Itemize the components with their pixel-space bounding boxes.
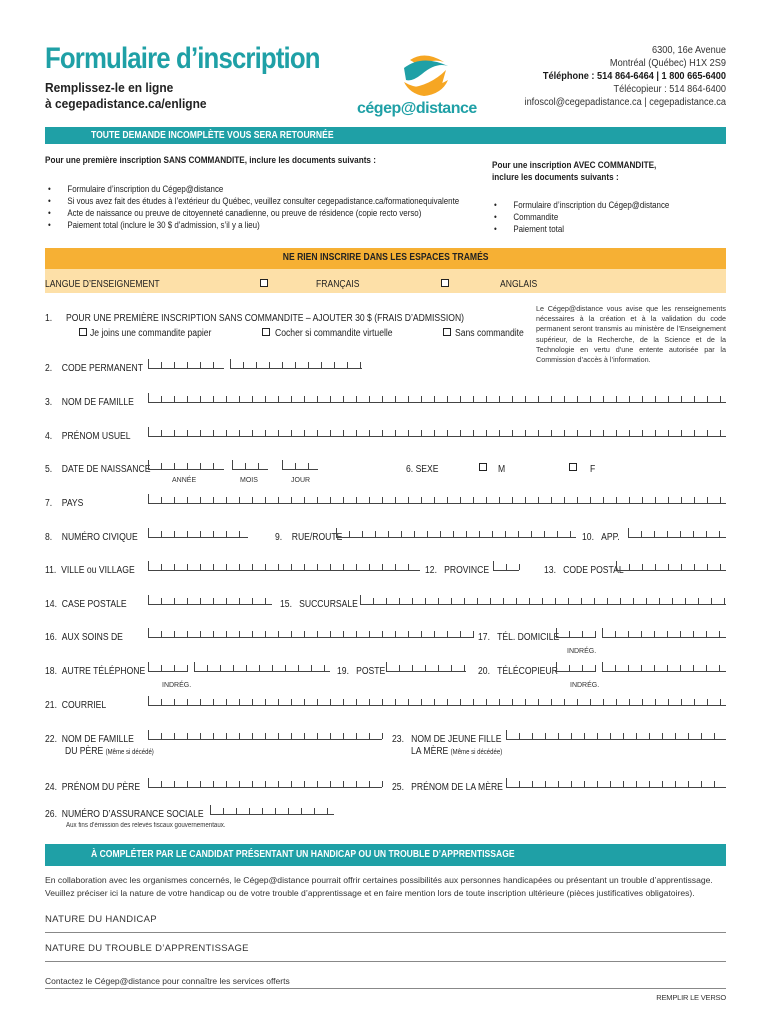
field-7-label: 7. PAYS — [45, 498, 84, 509]
field-6-label: 6. SEXE — [406, 464, 439, 475]
fax-num-field[interactable] — [602, 662, 726, 672]
autre-ind-field[interactable] — [148, 662, 188, 672]
tel-ind-field[interactable] — [556, 628, 596, 638]
band-handicap: À COMPLÉTER PAR LE CANDIDAT PRÉSENTANT UN HANDICAP OU UN TROUBLE D’APPRENTISSAGE — [45, 844, 726, 866]
field-11-label: 11. VILLE ou VILLAGE — [45, 565, 135, 576]
first-registration-item: • Paiement total (inclure le 30 $ d’admission, s’il y a lieu) — [48, 219, 459, 231]
tel-num-field[interactable] — [602, 628, 726, 638]
form-title: Formulaire d’inscription — [45, 42, 320, 75]
field-24-label: 24. PRÉNOM DU PÈRE — [45, 782, 141, 793]
fax-ind-field[interactable] — [556, 662, 596, 672]
services-line — [45, 988, 726, 989]
indreg-caption-17: INDRÉG. — [567, 648, 597, 655]
ville-field[interactable] — [148, 561, 420, 571]
paper-sponsor-label: Je joins une commandite papier — [90, 328, 212, 339]
privacy-notice: Le Cégep@distance vous avise que les renseignements nécessaires à la création et à la validation du code permanent seront transmis au ministère de l’Enseignement supérieur, de la Recherche, de la Science et de la Technologie en vertu d’une entente autorisée par la Commission d’accès à l’information. — [536, 304, 726, 365]
app-field[interactable] — [628, 528, 726, 538]
q1-label: POUR UNE PREMIÈRE INSCRIPTION SANS COMMANDITE – AJOUTER 30 $ (FRAIS D’ADMISSION) — [66, 313, 465, 324]
birth-day-field[interactable] — [282, 460, 318, 470]
field-23-label: 23. NOM DE JEUNE FILLE — [392, 734, 502, 745]
prenom-usuel-field[interactable] — [148, 427, 726, 437]
sponsored-item: • Commandite — [494, 211, 669, 223]
code-permanent-b-field[interactable] — [230, 359, 362, 369]
prenom-mere-field[interactable] — [506, 778, 726, 788]
nas-field[interactable] — [210, 805, 334, 815]
address-line-1: 6300, 16e Avenue — [651, 45, 726, 56]
field-8-label: 8. NUMÉRO CIVIQUE — [45, 532, 138, 543]
field-17-label: 17. TÉL. DOMICILE — [478, 632, 560, 643]
numero-civique-field[interactable] — [148, 528, 248, 538]
autre-num-field[interactable] — [194, 662, 330, 672]
address-line-2: Montréal (Québec) H1X 2S9 — [609, 58, 726, 69]
poste-field[interactable] — [386, 662, 466, 672]
nom-mere-field[interactable] — [506, 730, 726, 740]
band-shaded: NE RIEN INSCRIRE DANS LES ESPACES TRAMÉS — [45, 248, 726, 269]
year-caption: ANNÉE — [172, 477, 197, 484]
nature-trouble-label: NATURE DU TROUBLE D’APPRENTISSAGE — [45, 943, 249, 954]
nature-handicap-label: NATURE DU HANDICAP — [45, 914, 157, 925]
contact-services: Contactez le Cégep@distance pour connaître les services offerts — [45, 976, 290, 986]
nom-famille-field[interactable] — [148, 393, 726, 403]
field-22-label: 22. NOM DE FAMILLE — [45, 734, 134, 745]
code-postal-field[interactable] — [616, 561, 726, 571]
no-sponsor-checkbox[interactable] — [443, 328, 451, 336]
field-15-label: 15. SUCCURSALE — [280, 599, 358, 610]
first-registration-item: • Formulaire d’inscription du Cégep@distance — [48, 183, 459, 195]
first-registration-item: • Si vous avez fait des études à l’extérieur du Québec, veuillez consulter cegepadistance.ca/formationequivalente — [48, 195, 459, 207]
no-sponsor-label: Sans commandite — [455, 328, 524, 339]
sponsored-item: • Formulaire d’inscription du Cégep@distance — [494, 199, 669, 211]
sex-m-label: M — [498, 464, 506, 475]
first-registration-heading: Pour une première inscription SANS COMMANDITE, inclure les documents suivants : — [45, 155, 376, 166]
sex-m-checkbox[interactable] — [479, 463, 487, 471]
field-3-label: 3. NOM DE FAMILLE — [45, 397, 134, 408]
logo-text: cégep@distance — [357, 100, 477, 117]
field-25-label: 25. PRÉNOM DE LA MÈRE — [392, 782, 503, 793]
nature-trouble-line[interactable] — [45, 961, 726, 962]
field-10-label: 10. APP. — [582, 532, 620, 543]
fax: Télécopieur : 514 864-6400 — [613, 84, 726, 95]
aux-soins-field[interactable] — [148, 628, 474, 638]
field-23-label-2: LA MÈRE (Même si décédée) — [411, 746, 503, 757]
sponsored-item: • Paiement total — [494, 223, 669, 235]
field-18-label: 18. AUTRE TÉLÉPHONE — [45, 666, 146, 677]
field-21-label: 21. COURRIEL — [45, 700, 107, 711]
sex-f-label: F — [590, 464, 596, 475]
sponsored-list — [494, 199, 693, 235]
field-19-label: 19. POSTE — [337, 666, 386, 677]
subtitle-line-1: Remplissez-le en ligne — [45, 80, 174, 95]
virtual-sponsor-checkbox[interactable] — [262, 328, 270, 336]
indreg-caption-20: INDRÉG. — [570, 682, 600, 689]
field-26-note: Aux fins d’émission des relevés fiscaux gouvernementaux. — [66, 822, 226, 829]
footer-verso: REMPLIR LE VERSO — [656, 993, 726, 1002]
band-incomplete: TOUTE DEMANDE INCOMPLÈTE VOUS SERA RETOURNÉE — [45, 127, 726, 144]
nature-handicap-line[interactable] — [45, 932, 726, 933]
sponsored-heading: Pour une inscription AVEC COMMANDITE, inclure les documents suivants : — [492, 160, 657, 183]
french-checkbox[interactable] — [260, 279, 268, 287]
birth-year-field[interactable] — [148, 460, 224, 470]
first-registration-item: • Acte de naissance ou preuve de citoyenneté canadienne, ou preuve de résidence (copie recto verso) — [48, 207, 459, 219]
field-9-label: 9. RUE/ROUTE — [275, 532, 343, 543]
form-subtitle — [45, 80, 207, 112]
virtual-sponsor-label: Cocher si commandite virtuelle — [275, 328, 393, 339]
english-checkbox[interactable] — [441, 279, 449, 287]
rue-field[interactable] — [336, 528, 576, 538]
address-block — [525, 44, 726, 109]
pays-field[interactable] — [148, 494, 726, 504]
field-5-label: 5. DATE DE NAISSANCE — [45, 464, 151, 475]
province-field[interactable] — [493, 561, 519, 571]
day-caption: JOUR — [291, 477, 311, 484]
subtitle-line-2: à cegepadistance.ca/enligne — [45, 96, 207, 111]
field-16-label: 16. AUX SOINS DE — [45, 632, 123, 643]
handicap-paragraph: En collaboration avec les organismes concernés, le Cégep@distance pourrait offrir certaines possibilités aux personnes handicapées ou présentant un trouble d’apprentissage. Veuillez préciser ici la nature de votre handicap ou de votre trouble d’apprentissage et en faire mention lors de toute inscription ultérieure (pièces justificatives obligatoires). — [45, 875, 713, 898]
month-caption: MOIS — [240, 477, 258, 484]
contact: infoscol@cegepadistance.ca | cegepadistance.ca — [524, 97, 726, 108]
case-postale-field[interactable] — [148, 595, 272, 605]
birth-month-field[interactable] — [232, 460, 268, 470]
nom-pere-field[interactable] — [148, 730, 382, 740]
first-registration-list — [48, 183, 515, 231]
field-14-label: 14. CASE POSTALE — [45, 599, 127, 610]
field-20-label: 20. TÉLÉCOPIEUR — [478, 666, 558, 677]
indreg-caption-18: INDRÉG. — [162, 682, 192, 689]
field-26-label: 26. NUMÉRO D’ASSURANCE SOCIALE — [45, 809, 204, 820]
succursale-field[interactable] — [360, 595, 726, 605]
code-permanent-a-field[interactable] — [148, 359, 224, 369]
field-12-label: 12. PROVINCE — [425, 565, 490, 576]
sex-f-checkbox[interactable] — [569, 463, 577, 471]
field-22-label-2: DU PÈRE (Même si décédé) — [65, 746, 154, 757]
q1-number: 1. — [45, 313, 53, 324]
paper-sponsor-checkbox[interactable] — [79, 328, 87, 336]
prenom-pere-field[interactable] — [148, 778, 382, 788]
english-label: ANGLAIS — [500, 279, 538, 290]
language-label: LANGUE D’ENSEIGNEMENT — [45, 279, 160, 290]
courriel-field[interactable] — [148, 696, 726, 706]
field-13-label: 13. CODE POSTAL — [544, 565, 624, 576]
field-2-label: 2. CODE PERMANENT — [45, 363, 143, 374]
phone: Téléphone : 514 864-6464 | 1 800 665-6400 — [542, 71, 726, 82]
french-label: FRANÇAIS — [316, 279, 360, 290]
field-4-label: 4. PRÉNOM USUEL — [45, 431, 131, 442]
